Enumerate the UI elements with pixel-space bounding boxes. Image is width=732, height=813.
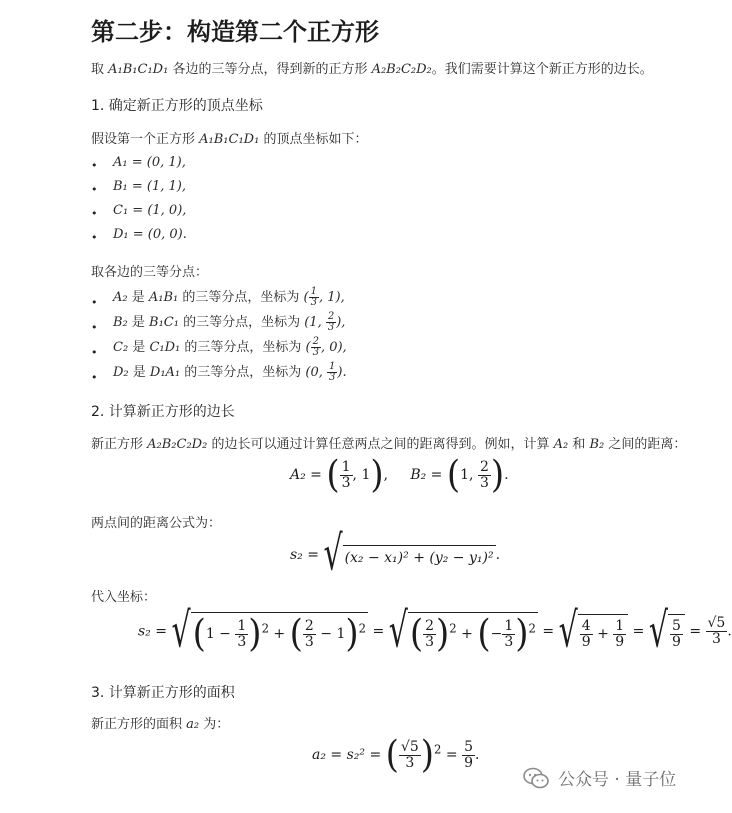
coord-part: ( bbox=[303, 290, 309, 305]
fraction-denominator: 3 bbox=[327, 322, 335, 333]
bullet-icon: • bbox=[91, 183, 98, 196]
bullet-icon: • bbox=[91, 207, 98, 220]
fraction-numerator: 1 bbox=[310, 285, 317, 297]
section-1-heading: 1. 确定新正方形的顶点坐标 bbox=[91, 98, 263, 114]
vertex-item: D₁ = (0, 0). bbox=[113, 227, 187, 242]
bullet-icon: • bbox=[91, 231, 98, 244]
point-text: 的三等分点，坐标为 bbox=[178, 290, 304, 305]
point-text: 是 bbox=[127, 290, 149, 305]
section-1-paragraph-2: 取各边的三等分点： bbox=[91, 265, 209, 280]
bullet-icon: • bbox=[91, 159, 98, 172]
fraction-denominator: 3 bbox=[329, 372, 336, 383]
bullet-icon: • bbox=[91, 371, 98, 384]
vertex-item: A₁ = (0, 1), bbox=[113, 155, 186, 170]
intro-square-2: A₂B₂C₂D₂ bbox=[371, 62, 432, 77]
equation-area: a₂ = s₂² = ( $\frac{√5}{3}$ )$^2$ = $\frac{5}{9}$ . bbox=[312, 733, 480, 777]
point-text: 是 bbox=[128, 365, 150, 380]
coord-part: (1, bbox=[304, 315, 326, 330]
watermark bbox=[522, 765, 676, 790]
page-title: 第二步：构造第二个正方形 bbox=[91, 18, 379, 46]
intro-text-b: 各边的三等分点，得到新的正方形 bbox=[168, 62, 372, 77]
coord-part: ). bbox=[337, 365, 347, 380]
coord-fraction bbox=[327, 362, 337, 384]
point-text: 的三等分点，坐标为 bbox=[178, 315, 305, 330]
coord-fraction bbox=[309, 287, 319, 309]
s2-p1-square: A₂B₂C₂D₂ bbox=[147, 437, 208, 452]
point-name: C₂ bbox=[113, 340, 129, 355]
s2-p1-text: 之间的距离： bbox=[604, 437, 687, 452]
intro-square-1: A₁B₁C₁D₁ bbox=[108, 62, 169, 77]
sqrt-symbol: √ (x₂ − x₁)² + (y₂ − y₁)² bbox=[323, 526, 494, 583]
segment-name: D₁A₁ bbox=[149, 365, 181, 380]
bullet-icon: • bbox=[91, 321, 98, 334]
vertex-item: C₁ = (1, 0), bbox=[113, 203, 187, 218]
section-2-paragraph-2: 两点间的距离公式为： bbox=[91, 516, 222, 531]
fraction-denominator: 3 bbox=[310, 297, 317, 308]
s3-p1-text: 新正方形的面积 bbox=[91, 717, 187, 732]
section-3-paragraph-1 bbox=[91, 713, 229, 732]
segment-name: A₁B₁ bbox=[148, 290, 179, 305]
coord-part: (0, bbox=[305, 365, 328, 380]
intro-text-a: 取 bbox=[91, 62, 109, 77]
s1-p1-text-a: 假设第一个正方形 bbox=[91, 132, 200, 147]
vertex-item: B₁ = (1, 1), bbox=[113, 179, 187, 194]
eq-term: B₂ = bbox=[410, 467, 443, 483]
eq-term: s₂ = bbox=[290, 547, 319, 563]
fraction-denominator: 3 bbox=[312, 347, 319, 358]
eq-fraction: $\frac{1}{3}$ bbox=[341, 458, 351, 491]
point-name: D₂ bbox=[113, 365, 129, 380]
s1-p1-text-b: 的顶点坐标如下： bbox=[259, 132, 368, 147]
intro-text-c: 。我们需要计算这个新正方形的边长。 bbox=[431, 62, 653, 77]
point-text: 的三等分点，坐标为 bbox=[180, 340, 306, 355]
trisection-point-item bbox=[113, 336, 347, 359]
trisection-point-item bbox=[113, 311, 345, 334]
point-name: A₂ bbox=[113, 290, 128, 305]
trisection-point-item bbox=[113, 286, 345, 309]
coord-fraction bbox=[326, 312, 336, 334]
segment-name: C₁D₁ bbox=[149, 340, 181, 355]
equation-distance-formula bbox=[290, 526, 501, 583]
section-3-heading: 3. 计算新正方形的面积 bbox=[91, 685, 235, 701]
fraction-numerator: 2 bbox=[312, 335, 319, 347]
eq-term: s₂ = bbox=[138, 623, 167, 640]
s2-p1-point: B₂ bbox=[589, 437, 605, 452]
section-1-paragraph-1 bbox=[91, 128, 367, 147]
coord-part: , 1), bbox=[318, 290, 345, 305]
point-text: 是 bbox=[127, 315, 150, 330]
eq-fraction: $\frac{2}{3}$ bbox=[479, 458, 489, 491]
s3-p1-var: a₂ bbox=[186, 717, 200, 732]
fraction-numerator: 2 bbox=[327, 310, 335, 322]
s2-p1-text: 和 bbox=[568, 437, 590, 452]
watermark-account: 公众号 · 量子位 bbox=[558, 770, 677, 790]
eq-term: a₂ = s₂² = bbox=[312, 747, 382, 763]
s1-p1-square: A₁B₁C₁D₁ bbox=[199, 132, 260, 147]
bullet-icon: • bbox=[91, 296, 98, 309]
equation-substitution: s₂ = √(1 − $\frac{1}{3}$ )$^2$ + ( $\frac{2}{3}$ − 1)$^2$ = √( $\frac{2}{3}$ )$^2$ + (− $\frac{1}{3}$ )$^2$ = √ $\frac{4}{9}$ + $\frac{1}{9}$ = √ $\frac{5}{9}$ = $\frac{√5}{3}$ . bbox=[138, 602, 732, 659]
s2-p1-point: A₂ bbox=[553, 437, 569, 452]
section-2-paragraph-3: 代入坐标： bbox=[91, 590, 157, 605]
coord-part: ), bbox=[336, 315, 346, 330]
point-text: 是 bbox=[128, 340, 150, 355]
intro-paragraph bbox=[91, 58, 653, 77]
section-2-heading: 2. 计算新正方形的边长 bbox=[91, 404, 235, 420]
s3-p1-text: 为： bbox=[199, 717, 230, 732]
equation-points: A₂ = ( $\frac{1}{3}$ , 1), B₂ = (1, $\frac{2}{3}$ ). bbox=[290, 453, 509, 497]
point-name: B₂ bbox=[113, 315, 128, 330]
coord-part: , 0), bbox=[320, 340, 347, 355]
coord-fraction bbox=[311, 337, 321, 359]
s2-p1-text: 新正方形 bbox=[91, 437, 148, 452]
radicand: (x₂ − x₁)² + (y₂ − y₁)² bbox=[343, 545, 496, 566]
trisection-point-item bbox=[113, 361, 347, 384]
point-text: 的三等分点，坐标为 bbox=[180, 365, 306, 380]
eq-term: . bbox=[495, 547, 501, 563]
s2-p1-text: 的边长可以通过计算任意两点之间的距离得到。例如，计算 bbox=[207, 437, 554, 452]
section-2-paragraph-1 bbox=[91, 433, 686, 452]
eq-term: A₂ = bbox=[290, 467, 322, 483]
fraction-numerator: 1 bbox=[329, 360, 336, 372]
coord-part: ( bbox=[305, 340, 311, 355]
bullet-icon: • bbox=[91, 346, 98, 359]
segment-name: B₁C₁ bbox=[149, 315, 179, 330]
wechat-icon bbox=[522, 766, 550, 790]
